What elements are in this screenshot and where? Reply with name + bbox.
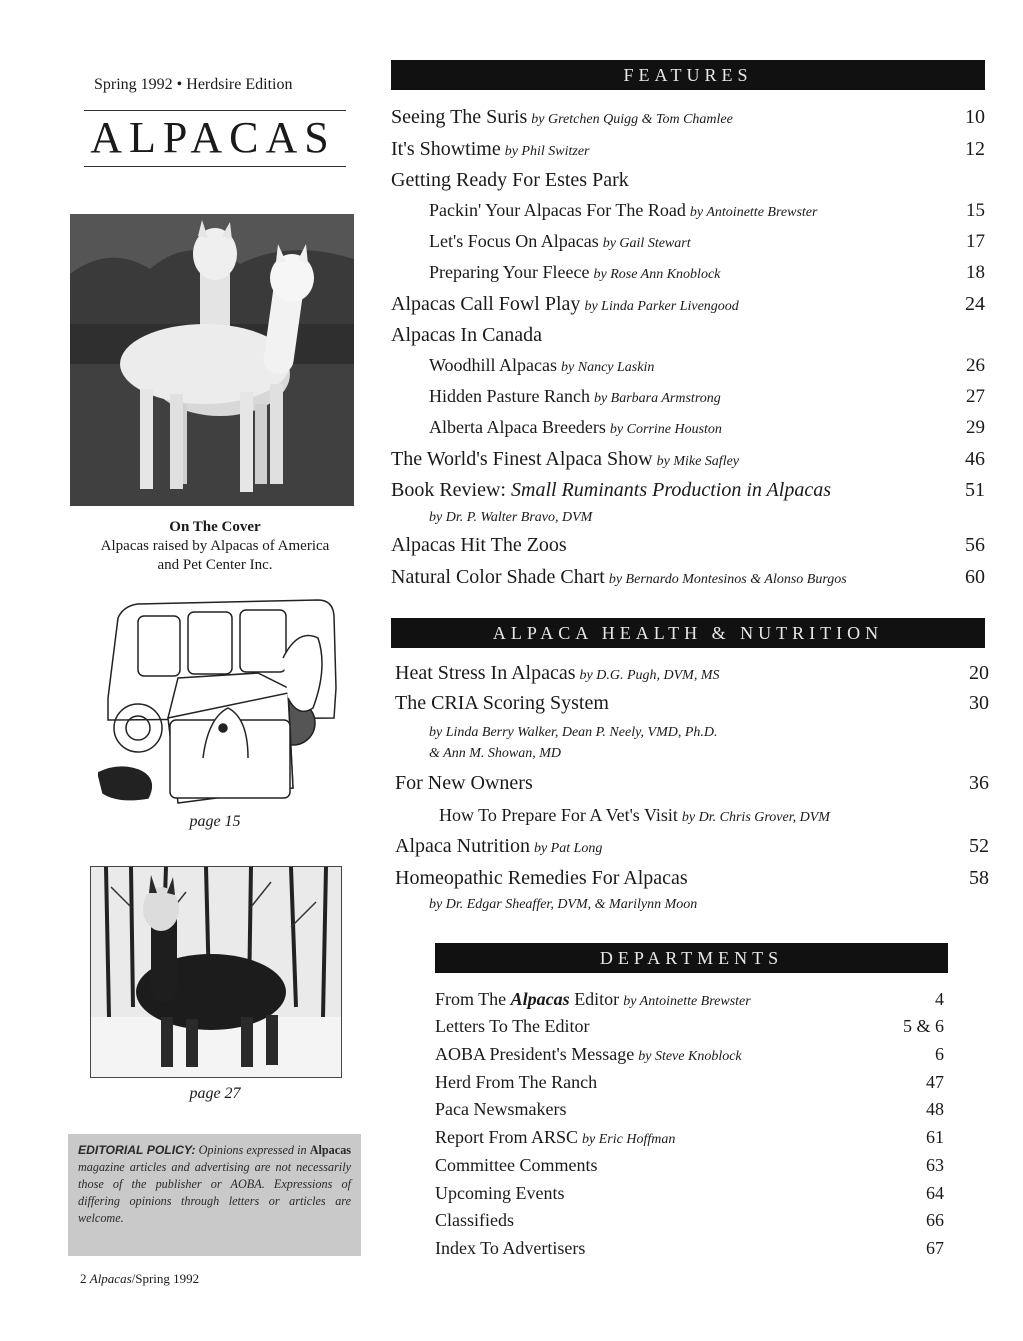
toc-entry[interactable] bbox=[429, 417, 987, 438]
policy-text: magazine articles and advertising are not necessarily those of the publisher or AOBA. Expressions of differing opinions through letters or articles are welcome. bbox=[78, 1160, 351, 1225]
entry-title: AOBA President's Message bbox=[435, 1044, 635, 1064]
llama-photo bbox=[90, 866, 342, 1078]
entry-title: Upcoming Events bbox=[435, 1183, 565, 1203]
entry-page: 48 bbox=[926, 1099, 944, 1119]
toc-entry[interactable] bbox=[429, 386, 987, 407]
entry-title: From The bbox=[435, 989, 507, 1009]
entry-page: 12 bbox=[965, 138, 985, 160]
policy-text: Opinions expressed in bbox=[198, 1143, 307, 1157]
toc-entry[interactable] bbox=[391, 106, 987, 129]
entry-author: by Linda Parker Livengood bbox=[584, 299, 739, 314]
features-heading: FEATURES bbox=[391, 60, 985, 90]
entry-title: Report From ARSC bbox=[435, 1127, 579, 1147]
dept-entry[interactable] bbox=[435, 1155, 946, 1176]
entry-author: by Steve Knoblock bbox=[638, 1049, 742, 1064]
entry-title: Editor bbox=[574, 989, 620, 1009]
toc-entry[interactable] bbox=[439, 805, 997, 826]
entry-title: Committee Comments bbox=[435, 1155, 598, 1175]
entry-author: by Pat Long bbox=[533, 841, 603, 856]
entry-page: 58 bbox=[969, 867, 989, 889]
entry-author: by Antoinette Brewster bbox=[689, 205, 818, 220]
entry-title: Index To Advertisers bbox=[435, 1238, 586, 1258]
toc-entry[interactable] bbox=[429, 200, 987, 221]
entry-page: 47 bbox=[926, 1072, 944, 1092]
toc-entry[interactable] bbox=[395, 662, 991, 685]
toc-section-entry[interactable] bbox=[391, 169, 987, 192]
entry-author: by Rose Ann Knoblock bbox=[593, 267, 721, 282]
entry-title: Letters To The Editor bbox=[435, 1016, 590, 1036]
entry-title: Classifieds bbox=[435, 1210, 514, 1230]
entry-page: 17 bbox=[966, 231, 985, 252]
policy-heading: EDITORIAL POLICY: bbox=[78, 1143, 196, 1157]
entry-page: 61 bbox=[926, 1127, 944, 1147]
toc-entry[interactable] bbox=[395, 835, 991, 858]
entry-author: by Corrine Houston bbox=[609, 422, 722, 437]
entry-page: 10 bbox=[965, 106, 985, 128]
entry-title: Heat Stress In Alpacas bbox=[395, 662, 576, 684]
title-rule-bottom bbox=[84, 166, 346, 167]
toc-entry[interactable] bbox=[391, 566, 987, 589]
entry-title: Herd From The Ranch bbox=[435, 1072, 598, 1092]
cartoon-page-ref: page 15 bbox=[189, 813, 241, 830]
entry-page: 5 & 6 bbox=[902, 1016, 944, 1036]
entry-title: The CRIA Scoring System bbox=[395, 692, 609, 714]
entry-title: Hidden Pasture Ranch bbox=[429, 386, 590, 406]
entry-page: 30 bbox=[969, 692, 989, 714]
entry-author: by Gail Stewart bbox=[602, 236, 691, 251]
entry-author: by Linda Berry Walker, Dean P. Neely, VMD, Ph.D. bbox=[429, 725, 718, 740]
footer-page-number: 2 bbox=[80, 1271, 87, 1286]
toc-entry[interactable] bbox=[395, 867, 991, 890]
entry-page: 20 bbox=[969, 662, 989, 684]
entry-page: 67 bbox=[926, 1238, 944, 1258]
entry-page: 60 bbox=[965, 566, 985, 588]
entry-author: by Bernardo Montesinos & Alonso Burgos bbox=[608, 572, 847, 587]
entry-title: Alpacas In Canada bbox=[391, 324, 543, 346]
toc-entry[interactable] bbox=[391, 534, 987, 557]
entry-page: 27 bbox=[966, 386, 985, 407]
departments-heading: DEPARTMENTS bbox=[435, 943, 948, 973]
entry-page: 64 bbox=[926, 1183, 944, 1203]
toc-entry[interactable] bbox=[391, 479, 987, 502]
entry-title: It's Showtime bbox=[391, 138, 501, 160]
toc-section-entry[interactable] bbox=[391, 324, 987, 347]
entry-page: 15 bbox=[966, 200, 985, 221]
page-footer bbox=[80, 1271, 199, 1287]
entry-title: How To Prepare For A Vet's Visit bbox=[439, 805, 678, 825]
entry-page: 36 bbox=[969, 772, 989, 794]
entry-page: 4 bbox=[935, 989, 944, 1009]
entry-author: by D.G. Pugh, DVM, MS bbox=[579, 668, 720, 683]
cartoon-illustration bbox=[98, 598, 338, 808]
entry-page: 24 bbox=[965, 293, 985, 315]
entry-title: Packin' Your Alpacas For The Road bbox=[429, 200, 686, 220]
health-heading: ALPACA HEALTH & NUTRITION bbox=[391, 618, 985, 648]
entry-author: by Dr. Edgar Sheaffer, DVM, & Marilynn Moon bbox=[429, 897, 698, 912]
entry-title: Alpacas Hit The Zoos bbox=[391, 534, 567, 556]
dept-entry[interactable] bbox=[435, 1238, 946, 1259]
entry-title: Natural Color Shade Chart bbox=[391, 566, 605, 588]
entry-title: Preparing Your Fleece bbox=[429, 262, 590, 282]
entry-page: 29 bbox=[966, 417, 985, 438]
entry-page: 51 bbox=[965, 479, 985, 501]
entry-title: Alberta Alpaca Breeders bbox=[429, 417, 606, 437]
entry-title: For New Owners bbox=[395, 772, 533, 794]
photo-page-ref: page 27 bbox=[189, 1085, 241, 1102]
entry-page: 46 bbox=[965, 448, 985, 470]
magazine-title: ALPACAS bbox=[90, 113, 336, 162]
cover-caption-line: and Pet Center Inc. bbox=[157, 557, 273, 573]
entry-title: Seeing The Suris bbox=[391, 106, 528, 128]
title-rule-top bbox=[84, 110, 346, 111]
entry-author: by Dr. P. Walter Bravo, DVM bbox=[429, 510, 593, 525]
dept-entry[interactable] bbox=[435, 1127, 946, 1148]
entry-title-italic: Small Ruminants Production in Alpacas bbox=[511, 479, 831, 501]
toc-entry[interactable] bbox=[395, 772, 991, 795]
entry-author: by Mike Safley bbox=[656, 454, 740, 469]
entry-title: Let's Focus On Alpacas bbox=[429, 231, 599, 251]
editorial-policy-box bbox=[68, 1134, 361, 1256]
toc-entry[interactable] bbox=[429, 262, 987, 283]
cover-caption-title: On The Cover bbox=[169, 519, 261, 535]
cover-photo bbox=[70, 214, 354, 506]
entry-page: 66 bbox=[926, 1210, 944, 1230]
entry-author: by Antoinette Brewster bbox=[623, 994, 751, 1009]
entry-title: Paca Newsmakers bbox=[435, 1099, 567, 1119]
entry-title-magazine: Alpacas bbox=[510, 989, 570, 1009]
toc-entry[interactable] bbox=[395, 692, 991, 715]
dept-entry[interactable] bbox=[435, 1183, 946, 1204]
toc-entry[interactable] bbox=[429, 231, 987, 252]
entry-page: 18 bbox=[966, 262, 985, 283]
entry-title: Homeopathic Remedies For Alpacas bbox=[395, 867, 688, 889]
toc-entry[interactable] bbox=[429, 355, 987, 376]
toc-entry[interactable] bbox=[391, 293, 987, 316]
entry-title: Book Review: bbox=[391, 479, 506, 501]
dept-entry[interactable] bbox=[435, 1072, 946, 1093]
entry-author: by Eric Hoffman bbox=[582, 1132, 676, 1147]
entry-page: 26 bbox=[966, 355, 985, 376]
entry-author: by Gretchen Quigg & Tom Chamlee bbox=[531, 112, 733, 127]
entry-page: 6 bbox=[935, 1044, 944, 1064]
entry-author: by Phil Switzer bbox=[504, 144, 590, 159]
policy-magazine-name: Alpacas bbox=[309, 1143, 352, 1157]
dept-entry[interactable] bbox=[435, 1016, 946, 1037]
dept-entry[interactable] bbox=[435, 989, 946, 1010]
entry-page: 63 bbox=[926, 1155, 944, 1175]
entry-page: 52 bbox=[969, 835, 989, 857]
entry-author: by Nancy Laskin bbox=[561, 360, 655, 375]
entry-author: & Ann M. Showan, MD bbox=[429, 746, 561, 761]
toc-entry[interactable] bbox=[391, 138, 987, 161]
footer-magazine: Alpacas bbox=[89, 1271, 132, 1286]
dept-entry[interactable] bbox=[435, 1099, 946, 1120]
dept-entry[interactable] bbox=[435, 1044, 946, 1065]
cover-caption-line: Alpacas raised by Alpacas of America bbox=[100, 538, 330, 554]
entry-title: Getting Ready For Estes Park bbox=[391, 169, 629, 191]
footer-issue: /Spring 1992 bbox=[131, 1271, 200, 1286]
entry-title: Alpaca Nutrition bbox=[395, 835, 530, 857]
edition-line: Spring 1992 • Herdsire Edition bbox=[94, 76, 293, 93]
cover-caption bbox=[68, 518, 362, 575]
entry-author: by Barbara Armstrong bbox=[593, 391, 721, 406]
toc-entry[interactable] bbox=[391, 448, 987, 471]
entry-title: Alpacas Call Fowl Play bbox=[391, 293, 581, 315]
entry-title: Woodhill Alpacas bbox=[429, 355, 558, 375]
dept-entry[interactable] bbox=[435, 1210, 946, 1231]
entry-page: 56 bbox=[965, 534, 985, 556]
entry-title: The World's Finest Alpaca Show bbox=[391, 448, 653, 470]
entry-author: by Dr. Chris Grover, DVM bbox=[681, 810, 830, 825]
